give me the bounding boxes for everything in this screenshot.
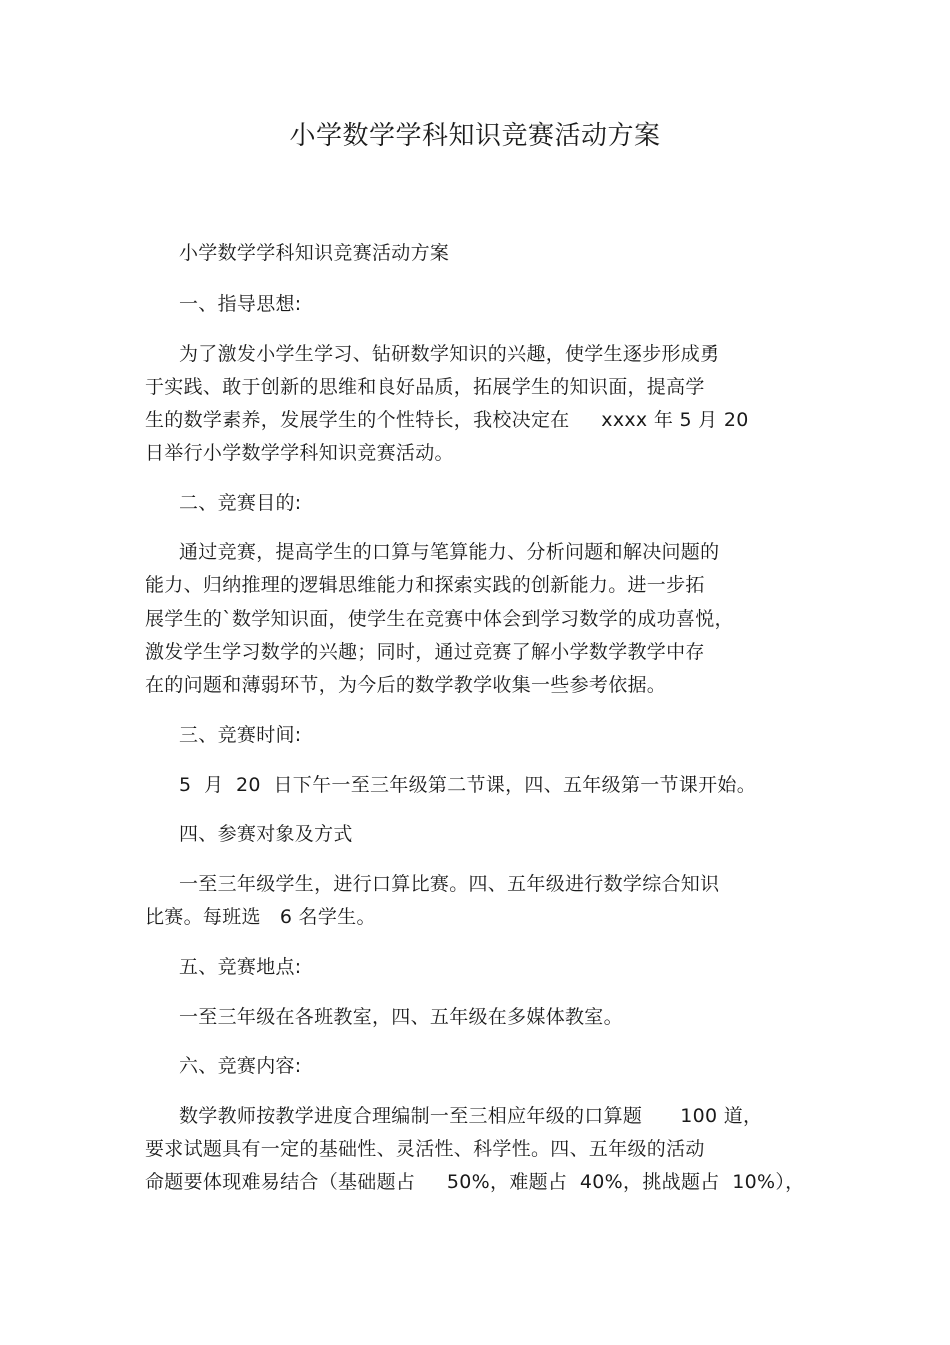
section-heading-participants: 四、参赛对象及方式 <box>179 823 353 845</box>
paragraph-line: 能力、归纳推理的逻辑思维能力和探索实践的创新能力。进一步拓 <box>145 574 705 596</box>
section-heading-location: 五、竞赛地点: <box>179 956 302 978</box>
paragraph-line: 在的问题和薄弱环节，为今后的数学教学收集一些参考依据。 <box>145 674 667 696</box>
paragraph-line: 5 月 20 日下午一至三年级第二节课，四、五年级第一节课开始。 <box>179 774 757 796</box>
paragraph-line: 要求试题具有一定的基础性、灵活性、科学性。四、五年级的活动 <box>145 1138 705 1160</box>
paragraph-line: 日举行小学数学学科知识竞赛活动。 <box>145 442 454 464</box>
paragraph-line: 激发学生学习数学的兴趣；同时，通过竞赛了解小学数学教学中存 <box>145 641 705 663</box>
subtitle-line: 小学数学学科知识竞赛活动方案 <box>179 242 450 264</box>
paragraph-line: 于实践、敢于创新的思维和良好品质，拓展学生的知识面，提高学 <box>145 376 705 398</box>
paragraph-line: 数学教师按教学进度合理编制一至三相应年级的口算题 100 道， <box>179 1105 763 1127</box>
section-heading-time: 三、竞赛时间: <box>179 724 302 746</box>
document-title: 小学数学学科知识竞赛活动方案 <box>289 121 661 151</box>
paragraph-line: 为了激发小学生学习、钻研数学知识的兴趣，使学生逐步形成勇 <box>179 343 720 365</box>
section-heading-purpose: 二、竞赛目的: <box>179 492 302 514</box>
section-heading-content: 六、竞赛内容: <box>179 1055 302 1077</box>
paragraph-line: 命题要体现难易结合（基础题占 50%，难题占 40%，挑战题占 10%）， <box>145 1171 805 1193</box>
paragraph-line: 一至三年级在各班教室，四、五年级在多媒体教室。 <box>179 1006 623 1028</box>
paragraph-line: 通过竞赛，提高学生的口算与笔算能力、分析问题和解决问题的 <box>179 541 720 563</box>
paragraph-line: 展学生的`数学知识面，使学生在竞赛中体会到学习数学的成功喜悦， <box>145 608 734 630</box>
paragraph-line: 一至三年级学生，进行口算比赛。四、五年级进行数学综合知识 <box>179 873 720 895</box>
paragraph-line: 生的数学素养，发展学生的个性特长，我校决定在 xxxx 年 5 月 20 <box>145 409 749 431</box>
section-heading-guiding-principle: 一、指导思想: <box>179 293 302 315</box>
paragraph-line: 比赛。每班选 6 名学生。 <box>145 906 376 928</box>
